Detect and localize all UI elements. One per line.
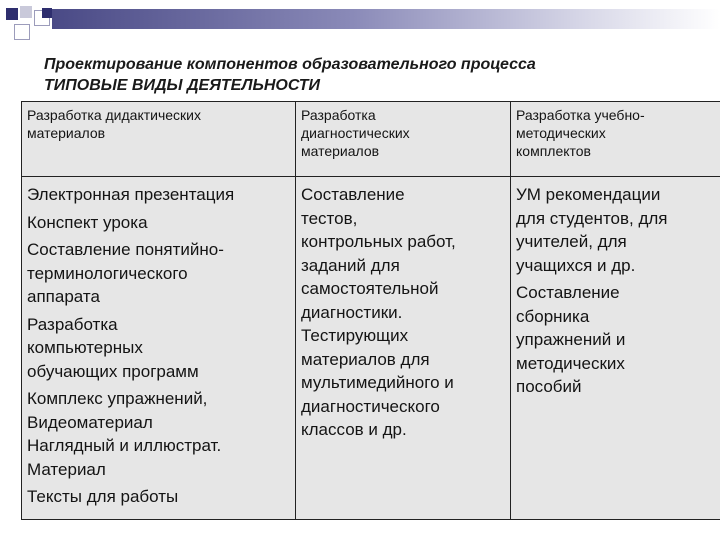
list-item: Тестирующих xyxy=(301,326,409,345)
list-item: Наглядный и иллюстрат. xyxy=(27,436,222,455)
list-item: терминологического xyxy=(27,263,188,283)
title-line-2: ТИПОВЫЕ ВИДЫ ДЕЯТЕЛЬНОСТИ xyxy=(44,77,321,94)
list-item: учителей, для xyxy=(516,232,627,251)
list-item: Разработка xyxy=(27,314,118,334)
header-methodical xyxy=(511,102,720,177)
list-item: Тексты для работы xyxy=(27,487,179,506)
cell-diagnostic-list xyxy=(296,177,511,520)
list-item: учащихся и др. xyxy=(516,255,636,275)
list-item: Составление понятийно- xyxy=(27,240,224,259)
list-item: Составление xyxy=(301,185,405,204)
list-item: классов и др. xyxy=(301,420,407,439)
header-didactic xyxy=(22,102,296,177)
list-item: пособий xyxy=(516,377,582,396)
list-item: Комплекс упражнений, xyxy=(27,389,208,408)
list-item: Видеоматериал xyxy=(27,412,153,432)
list-item: диагностического xyxy=(301,396,440,416)
decor-square xyxy=(14,24,30,40)
list-item: обучающих программ xyxy=(27,361,199,381)
header-text: материалов xyxy=(301,143,380,159)
list-item: Электронная презентация xyxy=(27,185,235,204)
list-item: методических xyxy=(516,353,625,373)
decor-gradient-bar xyxy=(52,9,720,29)
list-item: Материал xyxy=(27,459,106,479)
list-item: Конспект урока xyxy=(27,212,148,232)
header-text: диагностических xyxy=(301,125,410,141)
header-text: Разработка учебно- xyxy=(516,107,645,123)
activities-table xyxy=(21,101,720,520)
decor-square xyxy=(42,8,52,18)
list-item: диагностики. xyxy=(301,302,403,322)
list-item: мультимедийного и xyxy=(301,373,454,392)
list-item: тестов, xyxy=(301,208,358,228)
list-item: заданий для xyxy=(301,255,400,275)
header-text: материалов xyxy=(27,125,106,141)
table-body-row xyxy=(22,177,720,520)
title-line-1: Проектирование компонентов образовательного процесса xyxy=(44,56,536,73)
decor-square xyxy=(6,8,18,20)
list-item: Составление xyxy=(516,283,620,302)
list-item: самостоятельной xyxy=(301,279,439,298)
decor-square xyxy=(20,6,32,18)
list-item: для студентов, для xyxy=(516,208,668,228)
list-item: материалов для xyxy=(301,349,430,369)
list-item: УМ рекомендации xyxy=(516,185,661,204)
table-header-row xyxy=(22,102,720,177)
list-item: аппарата xyxy=(27,287,100,306)
header-text: Разработка дидактических xyxy=(27,107,201,123)
list-item: сборника xyxy=(516,306,590,326)
cell-methodical-list xyxy=(511,177,720,520)
list-item: контрольных работ, xyxy=(301,232,456,251)
header-diagnostic xyxy=(296,102,511,177)
slide-title xyxy=(44,54,704,96)
header-text: комплектов xyxy=(516,143,591,159)
header-text: Разработка xyxy=(301,107,376,123)
cell-didactic-list xyxy=(22,177,296,520)
list-item: компьютерных xyxy=(27,338,143,357)
list-item: упражнений и xyxy=(516,330,626,349)
header-text: методических xyxy=(516,125,606,141)
